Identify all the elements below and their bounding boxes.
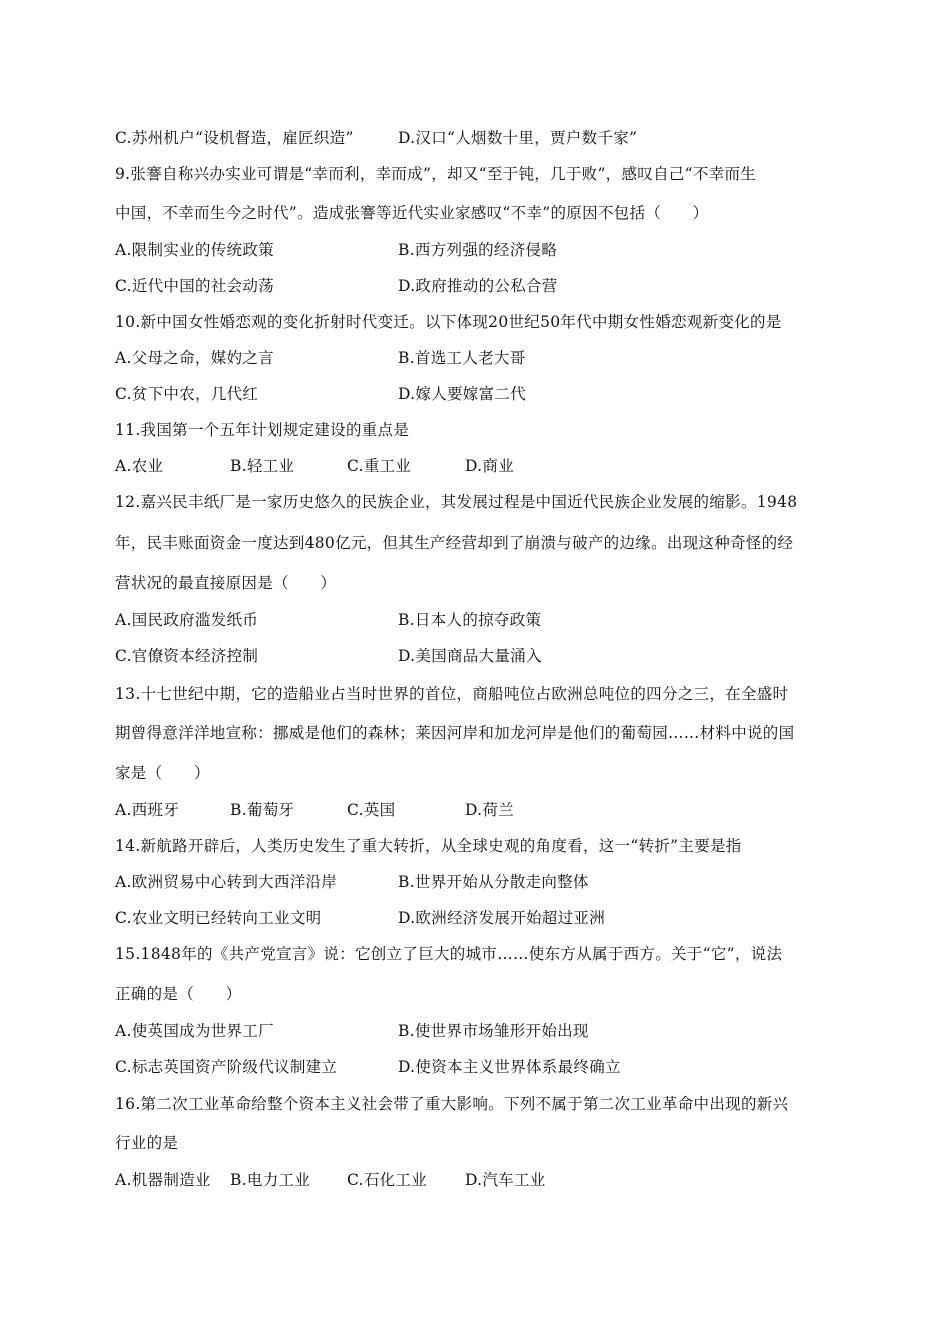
q12-stem-line1: 12.嘉兴民丰纸厂是一家历史悠久的民族企业，其发展过程是中国近代民族企业发展的缩影。1948 — [115, 493, 798, 511]
q12-option-b: B.日本人的掠夺政策 — [398, 611, 542, 629]
q15-stem-line2: 正确的是（ ） — [115, 985, 242, 1003]
q11-option-b: B.轻工业 — [230, 457, 295, 475]
q9-stem-line2: 中国，不幸而生今之时代”。造成张謇等近代实业家感叹“不幸”的原因不包括（ ） — [115, 204, 709, 222]
q16-stem-line2: 行业的是 — [115, 1134, 179, 1152]
q13-option-b: B.葡萄牙 — [230, 801, 295, 819]
q12-stem-line3: 营状况的最直接原因是（ ） — [115, 574, 337, 592]
q13-option-c: C.英国 — [347, 801, 396, 819]
q13-stem-line1: 13.十七世纪中期，它的造船业占当时世界的首位，商船吨位占欧洲总吨位的四分之三，在全盛时 — [115, 685, 789, 703]
q16-option-d: D.汽车工业 — [465, 1171, 546, 1189]
q16-option-b: B.电力工业 — [230, 1171, 311, 1189]
q11-option-a: A.农业 — [115, 457, 164, 475]
q9-option-d: D.政府推动的公私合营 — [398, 277, 558, 295]
q12-stem-line2: 年，民丰账面资金一度达到480亿元，但其生产经营却到了崩溃与破产的边缘。出现这种奇怪的经 — [115, 534, 794, 552]
q15-option-b: B.使世界市场雏形开始出现 — [398, 1022, 589, 1040]
q11-option-d: D.商业 — [465, 457, 515, 475]
q15-option-a: A.使英国成为世界工厂 — [115, 1022, 274, 1040]
q14-option-b: B.世界开始从分散走向整体 — [398, 873, 589, 891]
q14-option-a: A.欧洲贸易中心转到大西洋沿岸 — [115, 873, 338, 891]
q10-option-a: A.父母之命，媒妁之言 — [115, 349, 274, 367]
q9-stem-line1: 9.张謇自称兴办实业可谓是“幸而利，幸而成”，却又“至于钝，几于败”，感叹自己“不幸而生 — [115, 165, 757, 183]
q10-option-c: C.贫下中农，几代红 — [115, 385, 259, 403]
q15-option-c: C.标志英国资产阶级代议制建立 — [115, 1058, 338, 1076]
q10-option-b: B.首选工人老大哥 — [398, 349, 526, 367]
q8-option-c: C.苏州机户“设机督造，雇匠织造” — [115, 129, 354, 147]
q9-option-b: B.西方列强的经济侵略 — [398, 241, 558, 259]
q14-option-c: C.农业文明已经转向工业文明 — [115, 909, 322, 927]
q15-stem-line1: 15.1848年的《共产党宣言》说：它创立了巨大的城市……使东方从属于西方。关于“它”，说法 — [115, 945, 783, 963]
q12-option-d: D.美国商品大量涌入 — [398, 647, 542, 665]
q13-option-d: D.荷兰 — [465, 801, 515, 819]
q11-option-c: C.重工业 — [347, 457, 412, 475]
q14-stem: 14.新航路开辟后，人类历史发生了重大转折，从全球史观的角度看，这一“转折”主要是指 — [115, 837, 742, 855]
q13-stem-line3: 家是（ ） — [115, 764, 210, 782]
q10-option-d: D.嫁人要嫁富二代 — [398, 385, 527, 403]
q9-option-c: C.近代中国的社会动荡 — [115, 277, 275, 295]
q16-stem-line1: 16.第二次工业革命给整个资本主义社会带了重大影响。下列不属于第二次工业革命中出现的新兴 — [115, 1095, 789, 1113]
q13-stem-line2: 期曾得意洋洋地宣称：挪威是他们的森林；莱因河岸和加龙河岸是他们的葡萄园……材料中说的国 — [115, 724, 795, 742]
q16-option-a: A.机器制造业 — [115, 1171, 211, 1189]
q15-option-d: D.使资本主义世界体系最终确立 — [398, 1058, 621, 1076]
q14-option-d: D.欧洲经济发展开始超过亚洲 — [398, 909, 606, 927]
q9-option-a: A.限制实业的传统政策 — [115, 241, 274, 259]
q11-stem: 11.我国第一个五年计划规定建设的重点是 — [115, 421, 410, 439]
q13-option-a: A.西班牙 — [115, 801, 180, 819]
q12-option-a: A.国民政府滥发纸币 — [115, 611, 259, 629]
q12-option-c: C.官僚资本经济控制 — [115, 647, 259, 665]
q16-option-c: C.石化工业 — [347, 1171, 428, 1189]
q10-stem: 10.新中国女性婚恋观的变化折射时代变迁。以下体现20世纪50年代中期女性婚恋观新变化的是 — [115, 313, 782, 331]
q8-option-d: D.汉口“人烟数十里，贾户数千家” — [398, 129, 638, 147]
